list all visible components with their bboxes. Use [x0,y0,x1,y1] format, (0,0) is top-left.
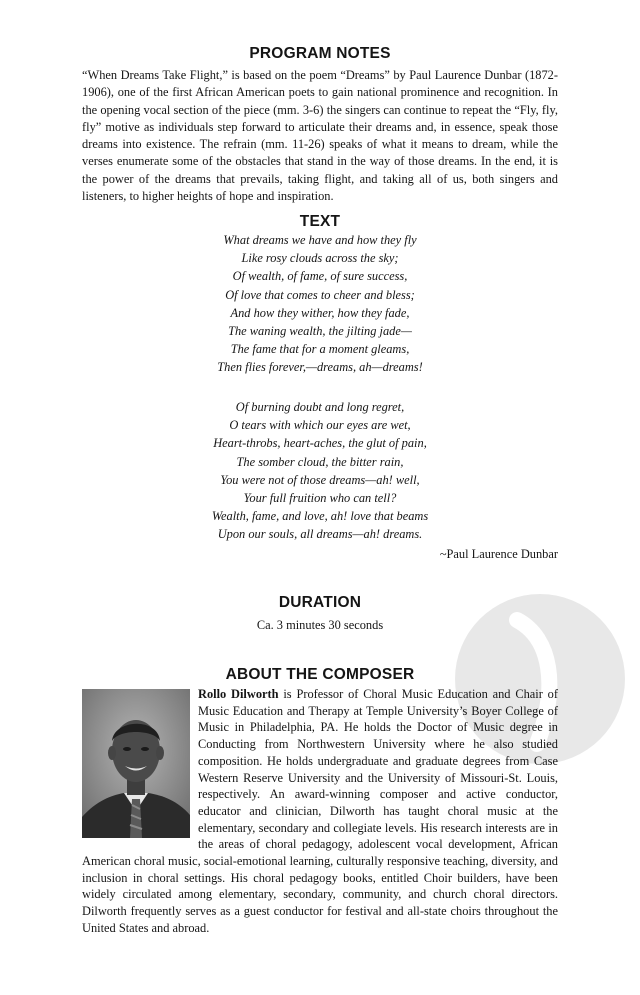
poem-line: O tears with which our eyes are wet, [229,418,411,433]
poem-line: Of wealth, of fame, of sure success, [232,269,408,284]
text-heading: TEXT [299,213,341,230]
poem-line: What dreams we have and how they fly [223,233,417,247]
poem-line: Of love that comes to cheer and bless; [225,287,415,302]
poem-line: Then flies forever,—dreams, ah—dreams! [217,360,423,375]
poem-line: Like rosy clouds across the sky; [241,251,399,266]
about-composer-heading: ABOUT THE COMPOSER [225,666,415,683]
program-notes-heading: PROGRAM NOTES [249,45,391,62]
poem-line: Heart-throbs, heart-aches, the glut of pain, [213,436,427,451]
poem-line: The waning wealth, the jilting jade— [228,324,412,339]
duration-value: Ca. 3 minutes 30 seconds [256,618,384,632]
poem-line: The fame that for a moment gleams, [230,342,410,357]
poem-attribution: ~Paul Laurence Dunbar [439,547,558,561]
poem-line: Your full fruition who can tell? [243,491,397,506]
composer-bio-text: is Professor of Choral Music Education and Chair of Music Education and Therapy at Temple University’s Boyer College of Music in Philadelphia, PA. He holds the Doctor of Music degree in Conducting from Northwestern University where he also studied composition. He holds undergraduate and graduate degrees from Case Western Reserve University and the University of Missouri-St. Louis, respectively. An award-winning composer and active conductor, educator and clinician, Dilworth has taught choral music at the elementary, secondary and collegiate levels. His research interests are in the areas of choral pedagogy, adolescent vocal development, African American choral music, social-emotional learning, culturally responsive teaching, diversity, and inclusion in choral settings. His choral pedagogy books, entitled Choir builders, have been widely circulated among elementary, secondary, community, and church choral directors. Dilworth frequently serves as a guest conductor for festival and all-state choirs throughout the United States and abroad. [82,687,558,935]
poem-line: Of burning doubt and long regret, [235,400,405,414]
poem-stanza-2 [0,398,640,544]
composer-name: Rollo Dilworth [198,687,279,701]
poem-line: The somber cloud, the bitter rain, [236,454,404,469]
duration-heading: DURATION [278,594,362,611]
poem-line: Upon our souls, all dreams—ah! dreams. [217,527,423,542]
photo-spacer [82,686,198,851]
poem-line: And how they wither, how they fade, [230,305,410,320]
poem-line: You were not of those dreams—ah! well, [220,472,420,487]
program-notes-body: “When Dreams Take Flight,” is based on the poem “Dreams” by Paul Laurence Dunbar (1872-1906), one of the first African American poets to gain national prominence and recognition. In the opening vocal section of the piece (mm. 3-6) the singers can continue to repeat the “Fly, fly, fly” motive as individuals step forward to articulate their dreams and, in essence, speak those dreams into existence. The refrain (mm. 11-26) speaks of what it means to dream, while the verses enumerate some of the obstacles that stand in the way of those dreams. In the end, it is the power of the dreams that prevails, taking flight, and taking all of us, both singers and listeners, to higher heights of hope and inspiration. [82,68,558,204]
poem-stanza-1 [0,231,640,377]
composer-bio [82,686,558,937]
poem-line: Wealth, fame, and love, ah! love that beams [211,509,429,524]
